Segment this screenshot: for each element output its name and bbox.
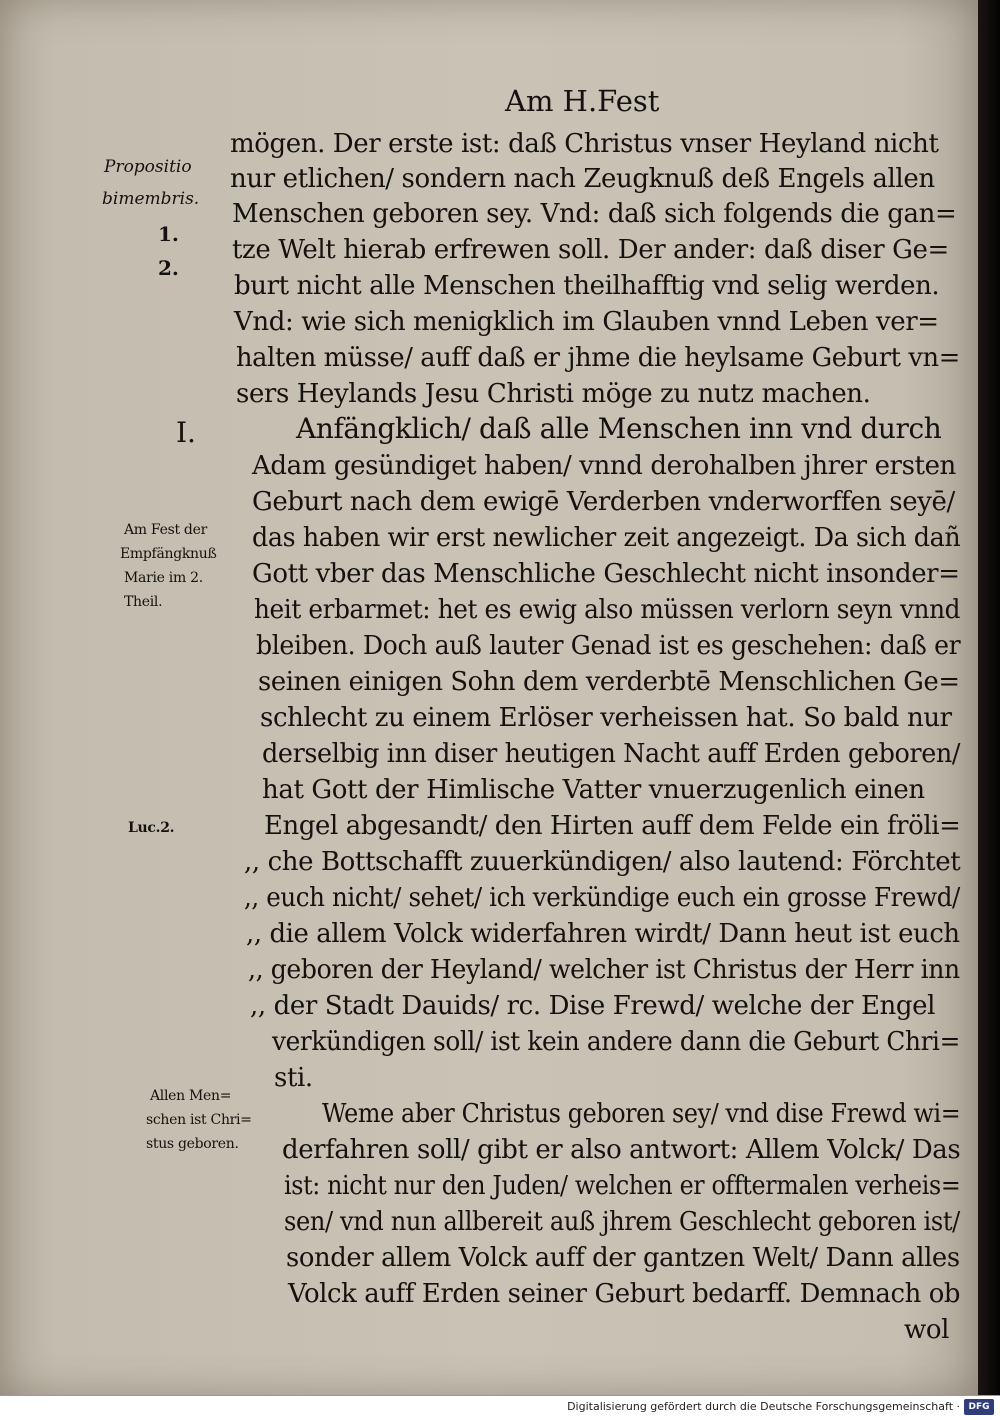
body-line: halten müsse/ auff daß er jhme die heylsame Geburt vn= [236,343,960,373]
margin-allen-note-2: schen ist Chri= [146,1112,252,1128]
body-line: ,, die allem Volck widerfahren wirdt/ Dann heut ist euch [246,919,960,949]
margin-allen-note-1: Allen Men= [150,1088,232,1104]
body-line: sen/ vnd nun allbereit auß jhrem Geschlecht geboren ist/ [284,1207,960,1237]
body-line: tze Welt hierab erfrewen soll. Der ander: daß diser Ge= [232,235,949,265]
body-line: ,, geboren der Heyland/ welcher ist Christus der Herr inn [248,955,960,985]
body-line: Vnd: wie sich menigklich im Glauben vnnd Leben ver= [234,307,939,337]
body-line: Adam gesündiget haben/ vnnd derohalben jhrer ersten [252,451,956,481]
margin-luc: Luc.2. [128,820,175,836]
running-head: Am H.Fest [505,84,660,118]
body-line: hat Gott der Himlische Vatter vnuerzugenlich einen [262,775,925,805]
body-line: ,, che Bottschafft zuuerkündigen/ also lautend: Förchtet [244,847,961,877]
body-line: burt nicht alle Menschen theilhafftig vnd selig werden. [234,271,940,301]
body-line: Anfängklich/ daß alle Menschen inn vnd durch [296,412,942,445]
margin-fest-note-2: Empfängknuß [120,546,217,562]
margin-numeral-1: 1. [158,222,179,246]
body-line: mögen. Der erste ist: daß Christus vnser Heyland nicht [230,129,939,159]
margin-fest-note-3: Marie im 2. [124,570,203,586]
body-line: bleiben. Doch auß lauter Genad ist es geschehen: daß er [256,631,961,661]
body-line-catchword: wol [904,1315,950,1345]
body-line: Gott vber das Menschliche Geschlecht nicht insonder= [252,559,960,589]
body-line: Geburt nach dem ewigē Verderben vnderworffen seyē/ [252,487,955,517]
body-line: heit erbarmet: het es ewig also müssen verlorn seyn vnnd [254,595,961,625]
body-line: Menschen geboren sey. Vnd: daß sich folgends die gan= [232,199,957,229]
body-line: derselbig inn diser heutigen Nacht auff Erden geboren/ [262,739,961,769]
body-line: Volck auff Erden seiner Geburt bedarff. Demnach ob [288,1279,961,1309]
margin-fest-note-4: Theil. [124,594,163,610]
margin-allen-note-3: stus geboren. [146,1136,239,1152]
body-line: sti. [274,1063,313,1093]
body-line: sonder allem Volck auff der gantzen Welt/ Dann alles [286,1243,960,1273]
margin-numeral-2: 2. [158,256,179,280]
margin-roman-one: I. [176,416,196,449]
body-line: derfahren soll/ gibt er also antwort: Allem Volck/ Das [282,1135,961,1165]
margin-propositio-1: Propositio [104,157,192,177]
body-line: schlecht zu einem Erlöser verheissen hat. So bald nur [260,703,952,733]
body-line: das haben wir erst newlicher zeit angezeigt. Da sich dañ [252,523,961,553]
footer-credit: Digitalisierung gefördert durch die Deutsche Forschungsgemeinschaft · [567,1400,960,1413]
book-binding-edge [978,0,1000,1395]
body-line: seinen einigen Sohn dem verderbtē Menschlichen Ge= [258,667,960,697]
body-line: nur etlichen/ sondern nach Zeugknuß deß Engels allen [230,164,935,194]
body-line: sers Heylands Jesu Christi möge zu nutz machen. [236,379,871,409]
body-line: ,, euch nicht/ sehet/ ich verkündige euch ein grosse Frewd/ [244,883,960,913]
body-line: ist: nicht nur den Juden/ welchen er offtermalen verheis= [284,1171,961,1201]
body-line: verkündigen soll/ ist kein andere dann die Geburt Chri= [272,1027,960,1057]
footer-bar [0,1395,1000,1420]
body-line: Engel abgesandt/ den Hirten auff dem Felde ein fröli= [264,811,961,841]
dfg-logo-icon: DFG [964,1399,994,1415]
body-line: Weme aber Christus geboren sey/ vnd dise Frewd wi= [322,1099,961,1129]
body-line: ,, der Stadt Dauids/ rc. Dise Frewd/ welche der Engel [250,991,936,1021]
margin-fest-note-1: Am Fest der [124,522,207,538]
margin-propositio-2: bimembris. [102,189,200,209]
